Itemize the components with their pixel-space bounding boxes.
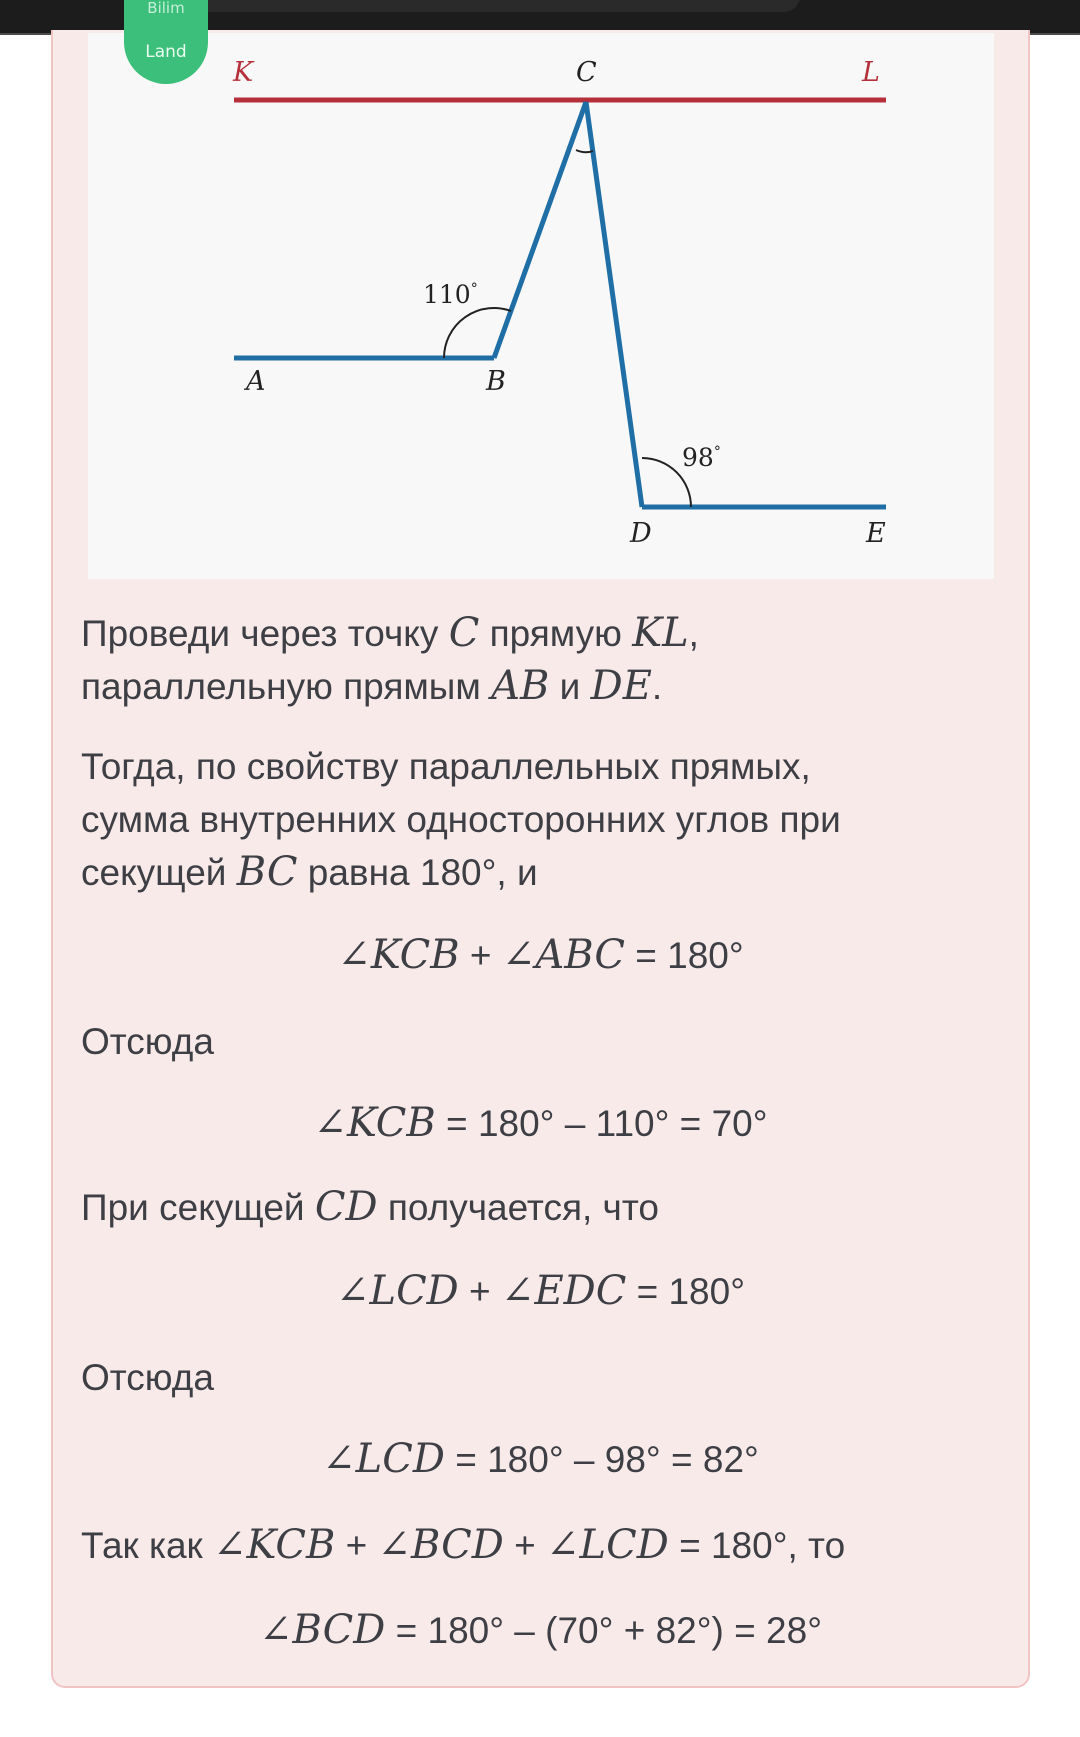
- text-hence-1: Отсюда: [81, 1021, 214, 1062]
- formula-kcb-value: ∠KCB = 180° – 110° = 70°: [313, 1100, 768, 1146]
- text-hence-2: Отсюда: [81, 1357, 214, 1398]
- segment-bc: [494, 102, 586, 358]
- label-l: L: [862, 57, 880, 88]
- geometry-figure: [88, 33, 994, 579]
- formula-kcb-abc: ∠KCB + ∠ABC = 180°: [337, 932, 744, 978]
- formula-bcd-answer: ∠BCD = 180° – (70° + 82°) = 28°: [259, 1607, 822, 1653]
- angle-label-98: 98°: [682, 443, 721, 472]
- paragraph-sum-angles: Так как ∠KCB + ∠BCD + ∠LCD = 180°, то: [81, 1522, 846, 1568]
- logo-text: Land: [145, 42, 187, 62]
- paragraph-property: Тогда, по свойству параллельных прямых, сумма внутренних односторонних углов при секущей BC равна 180°, и: [81, 746, 841, 895]
- label-a: A: [246, 366, 266, 397]
- label-c: C: [576, 57, 597, 88]
- bilimland-logo: [124, 0, 208, 84]
- figure-svg: [88, 33, 994, 579]
- segment-cd: [586, 102, 642, 507]
- label-d: D: [630, 518, 652, 549]
- label-e: E: [866, 518, 886, 549]
- angle-label-110: 110°: [423, 280, 478, 309]
- formula-lcd-edc: ∠LCD + ∠EDC = 180°: [335, 1268, 746, 1314]
- paragraph-secant-cd: При секущей CD получается, что: [81, 1184, 659, 1230]
- logo-text-top: Bilim: [147, 0, 185, 17]
- label-k: K: [233, 57, 254, 88]
- paragraph-construct-kl: Проведи через точку C прямую KL, параллельную прямым AB и DE.: [81, 610, 699, 709]
- formula-lcd-value: ∠LCD = 180° – 98° = 82°: [322, 1436, 759, 1482]
- address-bar[interactable]: [150, 0, 800, 12]
- label-b: B: [486, 366, 506, 397]
